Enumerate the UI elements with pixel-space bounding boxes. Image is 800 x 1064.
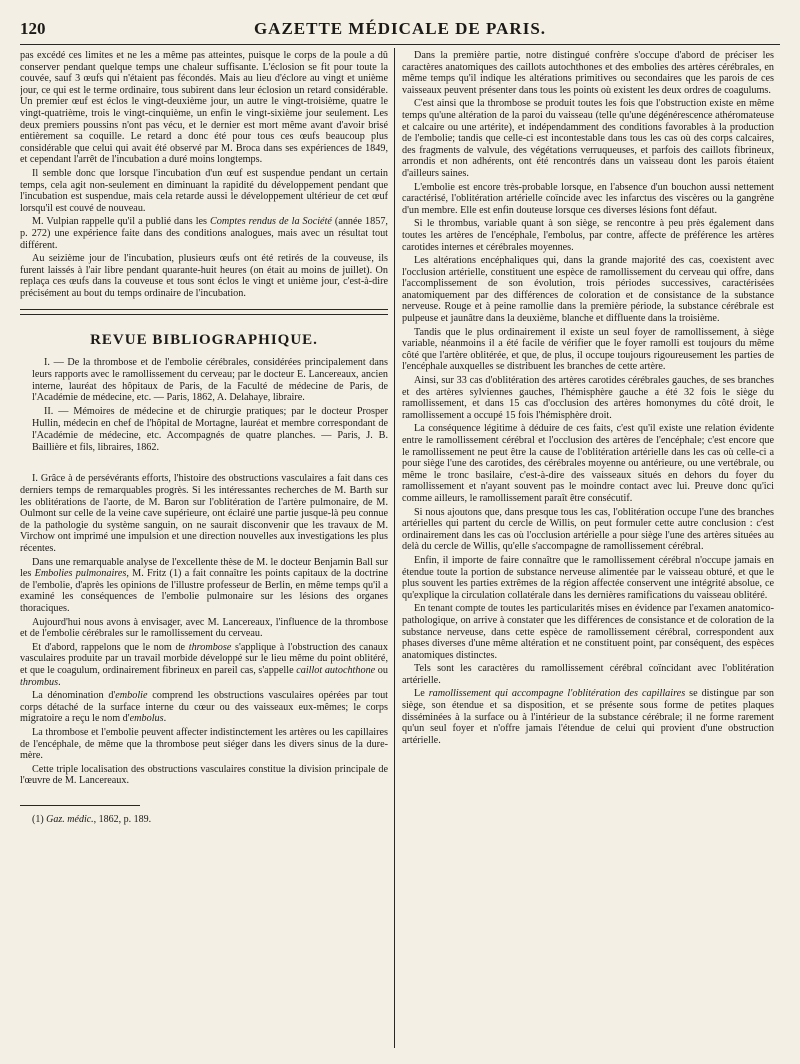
- text-run: Et d'abord, rappelons que le nom de: [32, 641, 189, 653]
- text-run: Le: [414, 688, 429, 700]
- paragraph: La conséquence légitime à déduire de ces faits, c'est qu'il existe une relation évidente entre le ramollissement cérébral et l'occlusion des artères de l'encéphale; c'est encore que le ramollissement ne peut être la cause de l'oblitération artérielle dans les cas où celle-ci a pour siège l'une des carotides, des cérébrales moyenne ou antérieure, ou une vertébrale, ou même le tronc basilaire, c'est-à-dire des vaisseaux situés en dehors du foyer du ramollissement et n'ayant souvent pas le moindre contact avec lui. Preuve donc qu'ici comme ailleurs, le ramollissement paraît être consécutif.: [402, 423, 774, 504]
- italic-text: thrombus: [20, 676, 59, 688]
- italic-text: Gaz. médic.: [46, 813, 94, 825]
- spacer: [20, 455, 388, 473]
- left-column: [20, 50, 388, 1048]
- bibliography-entry: I. — De la thrombose et de l'embolie cérébrales, considérées principalement dans leurs rapports avec le ramollissement du cerveau; par le docteur E. Lancereaux, ancien interne, lauréat des hôpitaux de Paris, de la Faculté de médecine de Paris, de l'Académie de médecine, etc. — Paris, 1862, A. Delahaye, libraire.: [32, 357, 388, 404]
- paragraph: Aujourd'hui nous avons à envisager, avec M. Lancereaux, l'influence de la thrombose et de l'embolie cérébrales sur le ramollissement du cerveau.: [20, 616, 388, 640]
- italic-text: ramollissement qui accompagne l'oblitération des capillaires: [428, 688, 686, 700]
- paragraph: Il semble donc que lorsque l'incubation d'un œuf est suspendue pendant un certain temps, cela agit non-seulement en diminuant la rapidité du développement pendant que l'incubation est suspendue, mais cela retarde aussi le développement ultérieur de cet œuf lorsqu'il est couvé de nouveau.: [20, 167, 388, 214]
- text-run: comprend les obstructions vasculaires opérées par tout corps détaché de la surface interne du cœur ou des vaisseaux eux-mêmes; le corps migratoire a reçu le nom d': [20, 690, 388, 725]
- paragraph: Tels sont les caractères du ramollissement cérébral coïncidant avec l'oblitération artérielle.: [402, 663, 774, 686]
- paragraph: Ainsi, sur 33 cas d'oblitération des artères carotides cérébrales gauches, de ses branches et des artères sylviennes gauches, l'hémisphère gauche a été 32 fois le siège du ramollissement, et dans 15 cas d'occlusion des artères homonymes du côté droit, le ramollissement a occupé 15 fois l'hémisphère droit.: [402, 375, 774, 421]
- italic-text: Embolies pulmonaires: [34, 568, 127, 580]
- paragraph: [402, 688, 774, 746]
- text-run: (1): [32, 813, 47, 825]
- text-run: (année 1857, p. 272) une expérience faite dans des conditions analogues, mais avec un résultat tout différent.: [20, 216, 388, 251]
- page-header: [20, 14, 780, 45]
- paragraph: [20, 216, 388, 251]
- text-run: , 1862, p. 189.: [93, 813, 152, 825]
- paragraph: Les altérations encéphaliques qui, dans la grande majorité des cas, coexistent avec l'occlusion artérielle, constituent une espèce de ramollissement du cerveau qui offre, dans l'accomplissement de son évolution, trois périodes successives, caractérisées anatomiquement par des différences de coloration et de consistance de la substance nerveuse. Rouge et à peine ramollie dans la première période, la substance cérébrale est pulpeuse et jaunâtre dans la deuxième, blanche et diffluente dans la troisième.: [402, 255, 774, 325]
- paragraph: pas excédé ces limites et ne les a même pas atteintes, puisque le corps de la poule a dû conserver pendant quelque temps une chaleur suffisante. L'éclosion se fit pour toute la couvée, sauf 3 œufs qui n'étaient pas fécondés. Mais au lieu d'éclore au vingt et unième jour, ce qui est le terme ordinaire, tous subirent dans leur éclosion un retard considérable. Un premier œuf est éclos le vingt-deuxième jour, un autre le vingt-troisième, quatre le vingt-quatrième, trois le vingt-cinquième, un enfin le vingt-sixième jour seulement. Les deux premiers poussins n'ont pas vécu, et le dernier est mort même avant d'avoir brisé entièrement sa coquille. Le retard a donc été pour tous ces œufs beaucoup plus considérable que celui qui avait été observé par M. Broca dans ses expériences de 1849, et cependant l'arrêt de l'incubation a duré moins longtemps.: [20, 50, 388, 166]
- italic-text: embolus: [129, 713, 164, 725]
- footnote-rule: [20, 805, 140, 806]
- italic-text: Comptes rendus de la Société: [210, 216, 332, 228]
- italic-text: thrombose: [188, 641, 232, 653]
- page-number: 120: [20, 19, 46, 38]
- text-run: se distingue par son siège, son étendue et sa disposition, et se présente sous forme de petites plaques disséminées à la surface ou à l'intérieur de la substance cérébrale; il ne forme rarement qu'un seul foyer et n'offre jamais l'étendue de celui qui provient d'une obstruction artérielle.: [402, 688, 774, 746]
- bibliography-entry: II. — Mémoires de médecine et de chirurgie pratiques; par le docteur Prosper Hullin, médecin en chef de l'hôpital de Mortagne, lauréat et membre correspondant de l'Académie de médecine, etc. Accompagnés de quatre planches. — Paris, J. B. Baillière et fils, libraires, 1862.: [32, 406, 388, 453]
- text-run: La dénomination d': [32, 690, 116, 702]
- paragraph: [20, 557, 388, 615]
- paragraph: C'est ainsi que la thrombose se produit toutes les fois que l'obstruction existe en même temps qu'une altération de la paroi du vaisseau (telle qu'une dégénérescence athéromateuse et calcaire ou une artérite), et indépendamment des conditions favorables à la production de l'embolie; tandis que celle-ci est incontestable dans tous les cas où des corps calcaires, des fragments de valvule, des végétations verruqueuses, et parfois des caillots fibrineux, arrondis et non adhérents, ont été rencontrés dans un vaisseau dont les parois étaient d'ailleurs saines.: [402, 98, 774, 179]
- text-run: s'applique à l'obstruction des canaux vasculaires produite par un travail morbide développé sur le lieu même du point oblitéré, et que le coagulum, ordinairement fibrineux en pareil cas, s'appelle: [20, 641, 388, 676]
- italic-text: embolie: [115, 690, 148, 702]
- text-run: .: [58, 676, 61, 688]
- paragraph: I. Grâce à de persévérants efforts, l'histoire des obstructions vasculaires a fait dans ces derniers temps de remarquables progrès. Si les intéressantes recherches de M. Barth sur les oblitérations de l'aorte, de M. Baron sur l'oblitération de l'artère pulmonaire, de M. Oulmont sur celle de la veine cave supérieure, ont éclairé une partie jusque-là peu connue de la pathologie du système sanguin, on ne saurait disconvenir que les travaux de M. Virchow ont imprimé une impulsion et une direction nouvelles aux investigations les plus récentes.: [20, 473, 388, 554]
- section-divider: [20, 309, 388, 315]
- paragraph: Tandis que le plus ordinairement il existe un seul foyer de ramollissement, à siège variable, néanmoins il a été facile de vérifier que le foyer ramolli est toujours du même côté que l'artère oblitérée, et que, de plus, il occupe toujours rigoureusement les parties de l'encéphale auxquelles se distribuent les branches de cette artère.: [402, 326, 774, 373]
- paragraph: Si nous ajoutons que, dans presque tous les cas, l'oblitération occupe l'une des branches artérielles qui partent du cercle de Willis, on peut formuler cette autre conclusion : c'est ordinairement dans les cas où l'occlusion artérielle a pour siège l'une des artères situées au delà du cercle de Willis, qu'elle s'accompagne de ramollissement cérébral.: [402, 506, 774, 553]
- text-run: Dans une remarquable analyse de l'excellente thèse de M. le docteur Benjamin Ball sur les: [20, 556, 388, 580]
- paragraph: Enfin, il importe de faire connaître que le ramollissement cérébral n'occupe jamais en étendue toute la portion de substance nerveuse alimentée par le vaisseau obturé, et que le plus souvent les parties extrêmes de la région affectée conservent une intégrité absolue, ce qu'explique la circulation collatérale dans les dernières ramifications du vaisseau oblitéré.: [402, 554, 774, 601]
- paragraph: Au seizième jour de l'incubation, plusieurs œufs ont été retirés de la couveuse, ils furent laissés à l'air libre pendant quarante-huit heures (on était au moins de juillet). On replaça ces œufs dans la couveuse et tous sont éclos le vingt et unième jour, c'est-à-dire précisément au bout du temps ordinaire de l'incubation.: [20, 253, 388, 299]
- paragraph: L'embolie est encore très-probable lorsque, en l'absence d'un bouchon aussi nettement caractérisé, l'oblitération artérielle coïncide avec les infarctus des viscères ou la gangrène d'un membre. Elle est enfin douteuse lorsque ces diverses lésions font défaut.: [402, 181, 774, 216]
- footnote: [20, 814, 388, 825]
- paragraph: Si le thrombus, variable quant à son siège, se rencontre à peu près également dans toutes les artères de l'encéphale, l'embolus, par contre, affecte de préférence les artères carotides internes et cérébrales moyennes.: [402, 218, 774, 253]
- text-run: , M. Fritz (1) a fait connaître les points capitaux de la doctrine de l'embolie, d'après les opinions de l'illustre professeur de Berlin, en même temps qu'il a examiné les conséquences de l'embolie pulmonaire sur les lésions des organes thoraciques.: [20, 568, 388, 614]
- paragraph: Dans la première partie, notre distingué confrère s'occupe d'abord de préciser les caractères anatomiques des caillots autochthones et des embolies des artères cérébrales, en même temps qu'il indique les altérations primitives ou secondaires que les parois de ces vaisseaux peuvent présenter dans tous les points où existent les deux ordres de coagulums.: [402, 50, 774, 96]
- column-divider: [394, 48, 395, 1048]
- paragraph: En tenant compte de toutes les particularités mises en évidence par l'examen anatomico-pathologique, on arrive à constater que les différences de consistance et de coloration de la substance nerveuse, dans cette espèce de ramollissement cérébral, correspondent aux phases diverses d'une même altération et ne constituent point, par conséquent, des espèces anatomiques distinctes.: [402, 603, 774, 661]
- text-run: M. Vulpian rappelle qu'il a publié dans les: [32, 216, 211, 228]
- paragraph: [20, 690, 388, 725]
- paragraph: La thrombose et l'embolie peuvent affecter indistinctement les artères ou les capillaires de l'encéphale, de même que la thrombose peut siéger dans les divers sinus de la dure-mère.: [20, 726, 388, 762]
- text-run: ou: [375, 664, 388, 676]
- paragraph: [20, 642, 388, 688]
- section-title: REVUE BIBLIOGRAPHIQUE.: [90, 332, 318, 349]
- right-column: [402, 50, 774, 1048]
- journal-title: GAZETTE MÉDICALE DE PARIS.: [253, 19, 547, 38]
- italic-text: caillot autochthone: [296, 664, 376, 676]
- paragraph: Cette triple localisation des obstructions vasculaires constitue la division principale de l'œuvre de M. Lancereaux.: [20, 763, 388, 787]
- text-run: .: [163, 713, 167, 725]
